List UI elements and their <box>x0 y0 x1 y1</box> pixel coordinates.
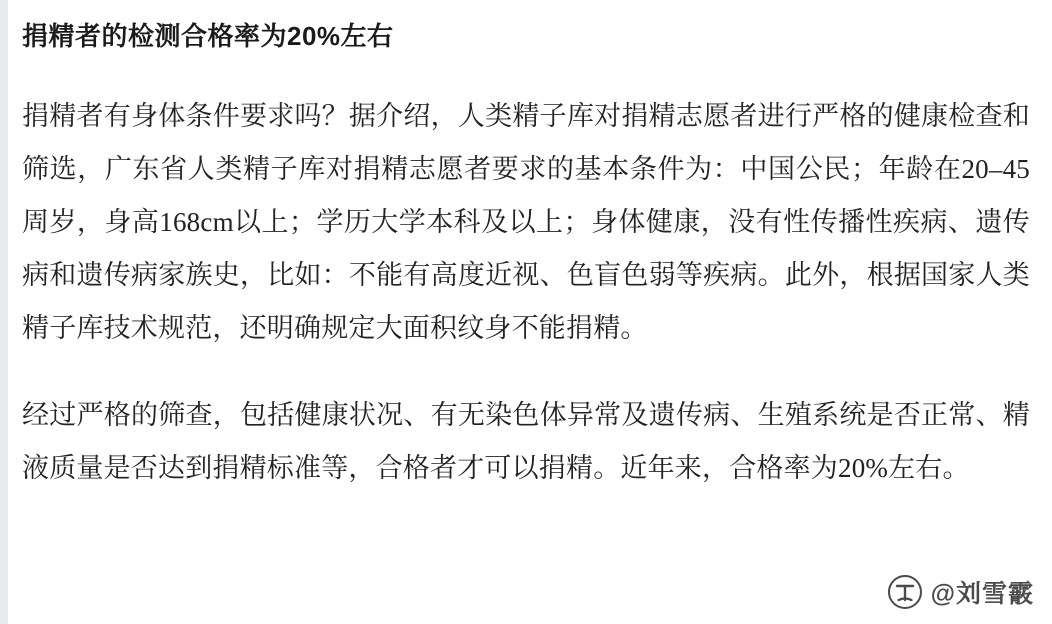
article-paragraph-1: 捐精者有身体条件要求吗？据介绍，人类精子库对捐精志愿者进行严格的健康检查和筛选，广东省人类精子库对捐精志愿者要求的基本条件为：中国公民；年龄在20–45周岁，身高168cm以上；学历大学本科及以上；身体健康，没有性传播性疾病、遗传病和遗传病家族史，比如：不能有高度近视、色盲色弱等疾病。此外，根据国家人类精子库技术规范，还明确规定大面积纹身不能捐精。 <box>22 101 1030 344</box>
toutiao-logo-icon <box>888 575 922 609</box>
article-paragraph-2: 经过严格的筛查，包括健康状况、有无染色体异常及遗传病、生殖系统是否正常、精液质量是否达到捐精标准等，合格者才可以捐精。近年来，合格率为20%左右。 <box>22 400 1030 484</box>
watermark <box>888 574 1034 610</box>
left-gutter-strip <box>0 0 8 624</box>
article-content <box>22 0 1034 624</box>
page-title: 捐精者的检测合格率为20%左右 <box>22 21 394 51</box>
watermark-author: @刘雪霰 <box>930 580 1034 608</box>
